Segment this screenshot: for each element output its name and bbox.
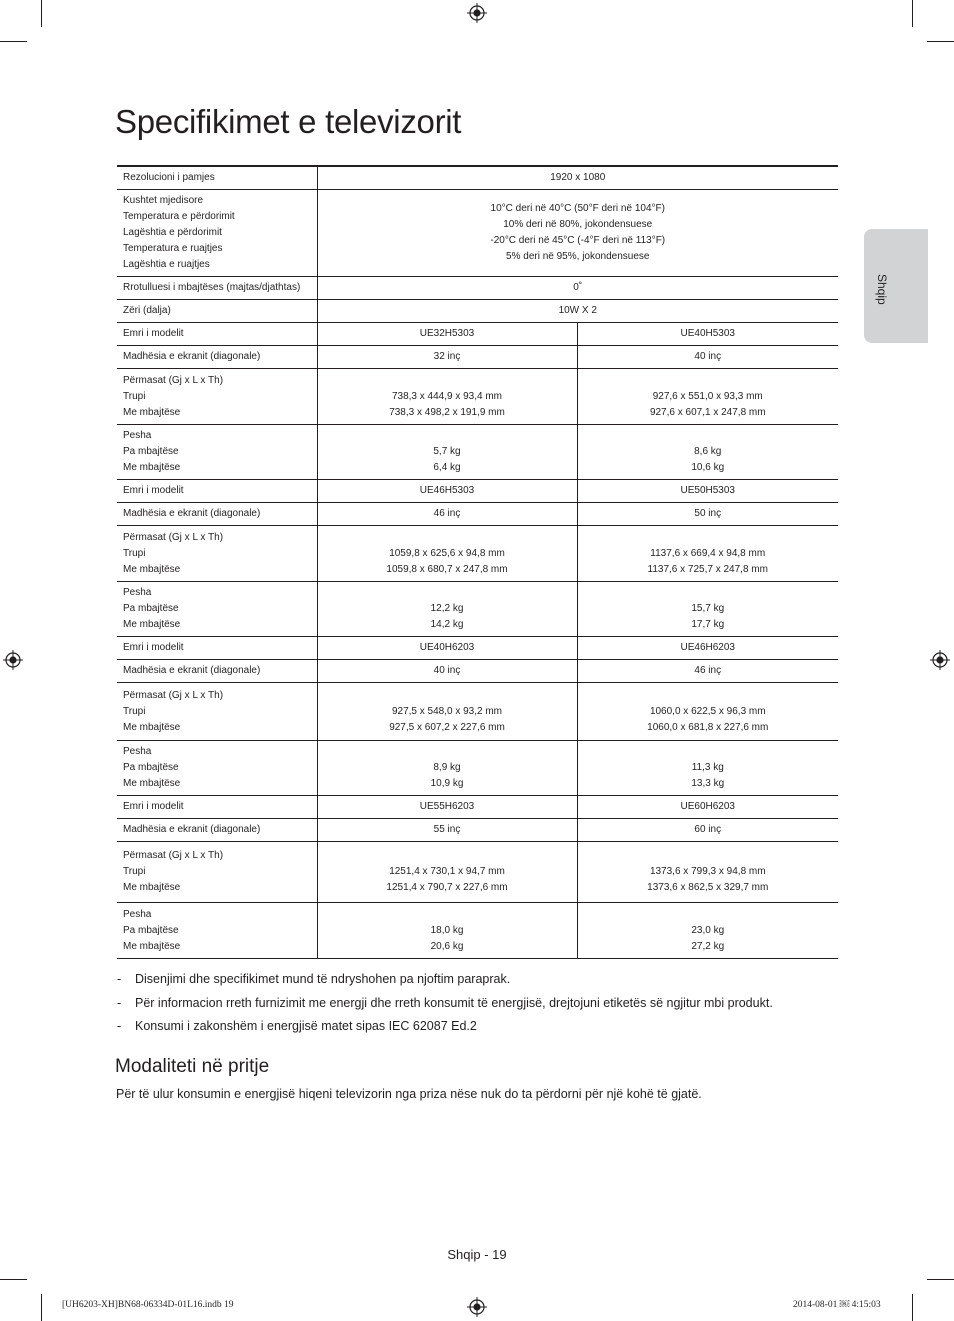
spec-value-line: 927,6 x 551,0 x 93,3 mm [652, 390, 763, 402]
spec-value-line: 11,3 kg [691, 762, 724, 773]
spec-value-line: 1137,6 x 725,7 x 247,8 mm [647, 563, 768, 575]
spec-value [577, 582, 838, 637]
spec-value [577, 480, 838, 503]
spec-label [117, 660, 317, 683]
section-title: Modaliteti në pritje [115, 1056, 270, 1077]
spec-label-line: Me mbajtëse [123, 882, 181, 893]
spec-value-line: 10°C deri në 40°C (50°F deri në 104°F) [490, 203, 665, 214]
spec-value-line: 32 inç [433, 351, 461, 362]
spec-label-line: Me mbajtëse [123, 619, 181, 630]
crop-mark [0, 1279, 27, 1280]
spec-value-line: 17,7 kg [691, 619, 725, 630]
crop-mark [0, 41, 27, 42]
spec-label [117, 741, 317, 796]
spec-value-line: 55 inç [433, 824, 461, 835]
spec-value-line: 927,6 x 607,1 x 247,8 mm [649, 406, 766, 418]
spec-value-line: 10,6 kg [691, 462, 725, 473]
spec-value-line: 60 inç [694, 824, 722, 835]
spec-label-line: Madhësia e ekranit (diagonale) [123, 824, 261, 835]
spec-label-line: Pesha [123, 430, 152, 441]
spec-label-line: Me mbajtëse [123, 462, 181, 473]
spec-value [317, 503, 577, 526]
spec-label [117, 526, 317, 582]
spec-value-line: 1060,0 x 622,5 x 96,3 mm [649, 705, 766, 717]
spec-row [117, 425, 838, 480]
spec-label-line: Me mbajtëse [123, 563, 181, 575]
page-number: Shqip - 19 [447, 1247, 507, 1262]
registration-mark-icon [930, 650, 950, 670]
spec-value-line: 10W X 2 [558, 305, 597, 316]
spec-value-line: 1373,6 x 862,5 x 329,7 mm [647, 882, 769, 893]
spec-value-line: 15,7 kg [691, 603, 725, 614]
spec-value-line: 10,9 kg [430, 778, 464, 789]
spec-label-line: Emri i modelit [123, 328, 184, 339]
note-item [117, 1017, 837, 1041]
spec-value-line: 738,3 x 444,9 x 93,4 mm [391, 390, 503, 402]
spec-value [577, 346, 838, 369]
spec-value [317, 346, 577, 369]
spec-label-line: Emri i modelit [123, 801, 184, 812]
spec-label-line: Me mbajtëse [123, 940, 181, 952]
spec-value-line: 50 inç [694, 508, 722, 519]
spec-value-line: -20°C deri në 45°C (-4°F deri në 113°F) [490, 235, 666, 246]
spec-value-line: 1137,6 x 669,4 x 94,8 mm [650, 547, 766, 559]
note-item [117, 994, 837, 1018]
spec-label [117, 190, 317, 277]
crop-mark [41, 1294, 42, 1321]
spec-label-line: Madhësia e ekranit (diagonale) [123, 665, 261, 676]
spec-value-line: 1060,0 x 681,8 x 227,6 mm [647, 721, 769, 733]
spec-value-line: UE55H6203 [419, 801, 475, 812]
spec-label [117, 637, 317, 660]
spec-value [577, 660, 838, 683]
spec-label-line: Pesha [123, 587, 152, 598]
spec-value [317, 819, 577, 842]
spec-label [117, 166, 317, 190]
spec-value-line: 738,3 x 498,2 x 191,9 mm [389, 406, 505, 418]
spec-value-line: UE40H6203 [419, 642, 475, 653]
spec-label [117, 323, 317, 346]
spec-value [577, 741, 838, 796]
spec-label-line: Zëri (dalja) [123, 305, 171, 316]
note-item [117, 970, 837, 994]
spec-value-line: UE46H5303 [419, 485, 475, 496]
crop-mark [927, 41, 954, 42]
spec-label-line: Pa mbajtëse [123, 446, 179, 457]
spec-value [577, 526, 838, 582]
spec-value [577, 903, 838, 959]
spec-value-line: 0˚ [573, 282, 583, 293]
spec-value-line: 18,0 kg [430, 924, 464, 936]
spec-label-line: Trupi [123, 866, 146, 877]
spec-value [317, 300, 838, 323]
spec-label-line: Me mbajtëse [123, 721, 181, 733]
spec-row [117, 277, 838, 300]
spec-label-line: Trupi [123, 705, 146, 717]
spec-label-line: Madhësia e ekranit (diagonale) [123, 351, 261, 362]
spec-label [117, 300, 317, 323]
spec-value-line: 927,5 x 548,0 x 93,2 mm [391, 705, 503, 717]
crop-mark [927, 1279, 954, 1280]
spec-value-line: UE32H5303 [419, 328, 475, 339]
registration-mark-icon [467, 3, 487, 23]
note-dash: - [117, 995, 122, 1010]
registration-mark-icon [3, 650, 23, 670]
spec-value-line: 46 inç [433, 508, 461, 519]
spec-value-line: UE46H6203 [680, 642, 735, 653]
spec-label [117, 683, 317, 741]
spec-value-line: 1251,4 x 730,1 x 94,7 mm [389, 866, 505, 877]
spec-value [577, 842, 838, 903]
spec-value-line: 5,7 kg [433, 446, 461, 457]
spec-value-line: 8,9 kg [433, 762, 461, 773]
spec-label-line: Rezolucioni i pamjes [123, 172, 215, 183]
spec-label [117, 346, 317, 369]
spec-value [317, 637, 577, 660]
spec-value-line: 40 inç [694, 351, 722, 362]
spec-label-line: Emri i modelit [123, 485, 184, 496]
spec-label-line: Me mbajtëse [123, 778, 181, 789]
spec-label [117, 480, 317, 503]
spec-value [317, 526, 577, 582]
spec-value [577, 323, 838, 346]
spec-value-line: 1059,8 x 625,6 x 94,8 mm [389, 547, 505, 559]
spec-value [577, 425, 838, 480]
spec-label-line: Temperatura e përdorimit [123, 211, 235, 222]
spec-row [117, 166, 838, 190]
spec-label-line: Lagështia e ruajtjes [123, 259, 210, 270]
spec-value-line: 12,2 kg [430, 603, 464, 614]
spec-value-line: UE40H5303 [680, 328, 735, 339]
spec-row [117, 190, 838, 277]
spec-label [117, 277, 317, 300]
spec-value [577, 503, 838, 526]
spec-label-line: Përmasat (Gj x L x Th) [123, 850, 224, 861]
spec-row [117, 683, 838, 741]
spec-row [117, 582, 838, 637]
spec-row [117, 369, 838, 425]
spec-row [117, 503, 838, 526]
spec-row [117, 819, 838, 842]
spec-label-line: Pesha [123, 908, 152, 920]
spec-value [577, 796, 838, 819]
spec-row [117, 300, 838, 323]
spec-row [117, 796, 838, 819]
note-text: Për informacion rreth furnizimit me energji dhe rreth konsumit të energjisë, drejtojuni etiketës së ngjitur mbi produkt. [135, 995, 773, 1010]
spec-label [117, 582, 317, 637]
spec-value [577, 369, 838, 425]
spec-value-line: UE50H5303 [680, 485, 735, 496]
spec-label-line: Përmasat (Gj x L x Th) [123, 531, 224, 543]
note-dash: - [117, 972, 122, 986]
spec-label [117, 503, 317, 526]
note-text: Disenjimi dhe specifikimet mund të ndryshohen pa njoftim paraprak. [135, 972, 511, 986]
note-dash: - [117, 1019, 122, 1033]
spec-value [317, 903, 577, 959]
spec-value [317, 796, 577, 819]
spec-value [317, 369, 577, 425]
spec-value-line: 8,6 kg [694, 446, 722, 457]
spec-value-line: 20,6 kg [430, 940, 464, 952]
spec-value-line: 14,2 kg [430, 619, 464, 630]
spec-label-line: Me mbajtëse [123, 406, 181, 418]
spec-row [117, 660, 838, 683]
spec-value-line: 1373,6 x 799,3 x 94,8 mm [649, 866, 766, 877]
spec-value [317, 166, 838, 190]
spec-value [317, 277, 838, 300]
spec-label [117, 369, 317, 425]
spec-label [117, 903, 317, 959]
crop-mark [41, 0, 42, 27]
spec-table [117, 165, 838, 959]
spec-label-line: Trupi [123, 390, 146, 402]
language-side-tab [864, 229, 928, 343]
spec-value [317, 660, 577, 683]
spec-label [117, 819, 317, 842]
registration-mark-icon [467, 1297, 487, 1317]
spec-row [117, 346, 838, 369]
section-text: Për të ulur konsumin e energjisë hiqeni televizorin nga priza nëse nuk do ta përdorni për një kohë të gjatë. [116, 1087, 702, 1101]
spec-label-line: Temperatura e ruajtjes [123, 243, 223, 254]
spec-value [317, 425, 577, 480]
spec-label-line: Lagështia e përdorimit [123, 227, 222, 238]
spec-label-line: Pa mbajtëse [123, 762, 179, 773]
spec-row [117, 323, 838, 346]
spec-value-line: 23,0 kg [691, 924, 725, 936]
spec-value-line: 1251,4 x 790,7 x 227,6 mm [386, 882, 508, 893]
spec-value-line: 46 inç [694, 665, 722, 676]
spec-value-line: 1059,8 x 680,7 x 247,8 mm [386, 563, 508, 575]
spec-value [577, 683, 838, 741]
spec-label [117, 842, 317, 903]
footer-file-info: [UH6203-XH]BN68-06334D-01L16.indb 19 [62, 1300, 234, 1310]
spec-value [317, 683, 577, 741]
note-text: Konsumi i zakonshëm i energjisë matet sipas IEC 62087 Ed.2 [135, 1019, 477, 1033]
spec-row [117, 842, 838, 903]
spec-label-line: Përmasat (Gj x L x Th) [123, 374, 224, 386]
spec-row [117, 903, 838, 959]
spec-value [317, 741, 577, 796]
spec-label-line: Madhësia e ekranit (diagonale) [123, 508, 261, 519]
spec-value-line: 1920 x 1080 [550, 172, 606, 183]
spec-value-line: 13,3 kg [691, 778, 725, 789]
spec-row [117, 637, 838, 660]
crop-mark [912, 0, 913, 27]
page-title: Specifikimet e televizorit [115, 103, 462, 140]
spec-label-line: Pesha [123, 746, 152, 757]
spec-row [117, 741, 838, 796]
language-side-tab-label: Shqip [875, 274, 889, 305]
spec-label [117, 425, 317, 480]
spec-value [577, 637, 838, 660]
spec-label-line: Kushtet mjedisore [123, 195, 204, 206]
spec-label-line: Trupi [123, 547, 146, 559]
spec-value [317, 480, 577, 503]
spec-value [577, 819, 838, 842]
spec-value-line: 927,5 x 607,2 x 227,6 mm [389, 721, 505, 733]
spec-row [117, 526, 838, 582]
spec-value-line: UE60H6203 [680, 801, 735, 812]
notes-list [117, 970, 837, 1041]
spec-label-line: Rrotulluesi i mbajtëses (majtas/djathtas) [123, 282, 301, 293]
spec-label-line: Emri i modelit [123, 642, 184, 653]
footer-timestamp: 2014-08-01 ￼ 4:15:03 [793, 1300, 881, 1310]
spec-label-line: Pa mbajtëse [123, 603, 179, 614]
spec-value [317, 842, 577, 903]
spec-label-line: Pa mbajtëse [123, 924, 179, 936]
spec-value-line: 27,2 kg [691, 940, 725, 952]
spec-value-line: 40 inç [433, 665, 461, 676]
spec-value [317, 582, 577, 637]
spec-value [317, 190, 838, 277]
spec-value-line: 5% deri në 95%, jokondensuese [506, 251, 650, 262]
crop-mark [912, 1294, 913, 1321]
spec-label [117, 796, 317, 819]
spec-row [117, 480, 838, 503]
spec-label-line: Përmasat (Gj x L x Th) [123, 689, 224, 701]
spec-value-line: 6,4 kg [433, 462, 461, 473]
spec-value [317, 323, 577, 346]
spec-value-line: 10% deri në 80%, jokondensuese [503, 219, 653, 230]
